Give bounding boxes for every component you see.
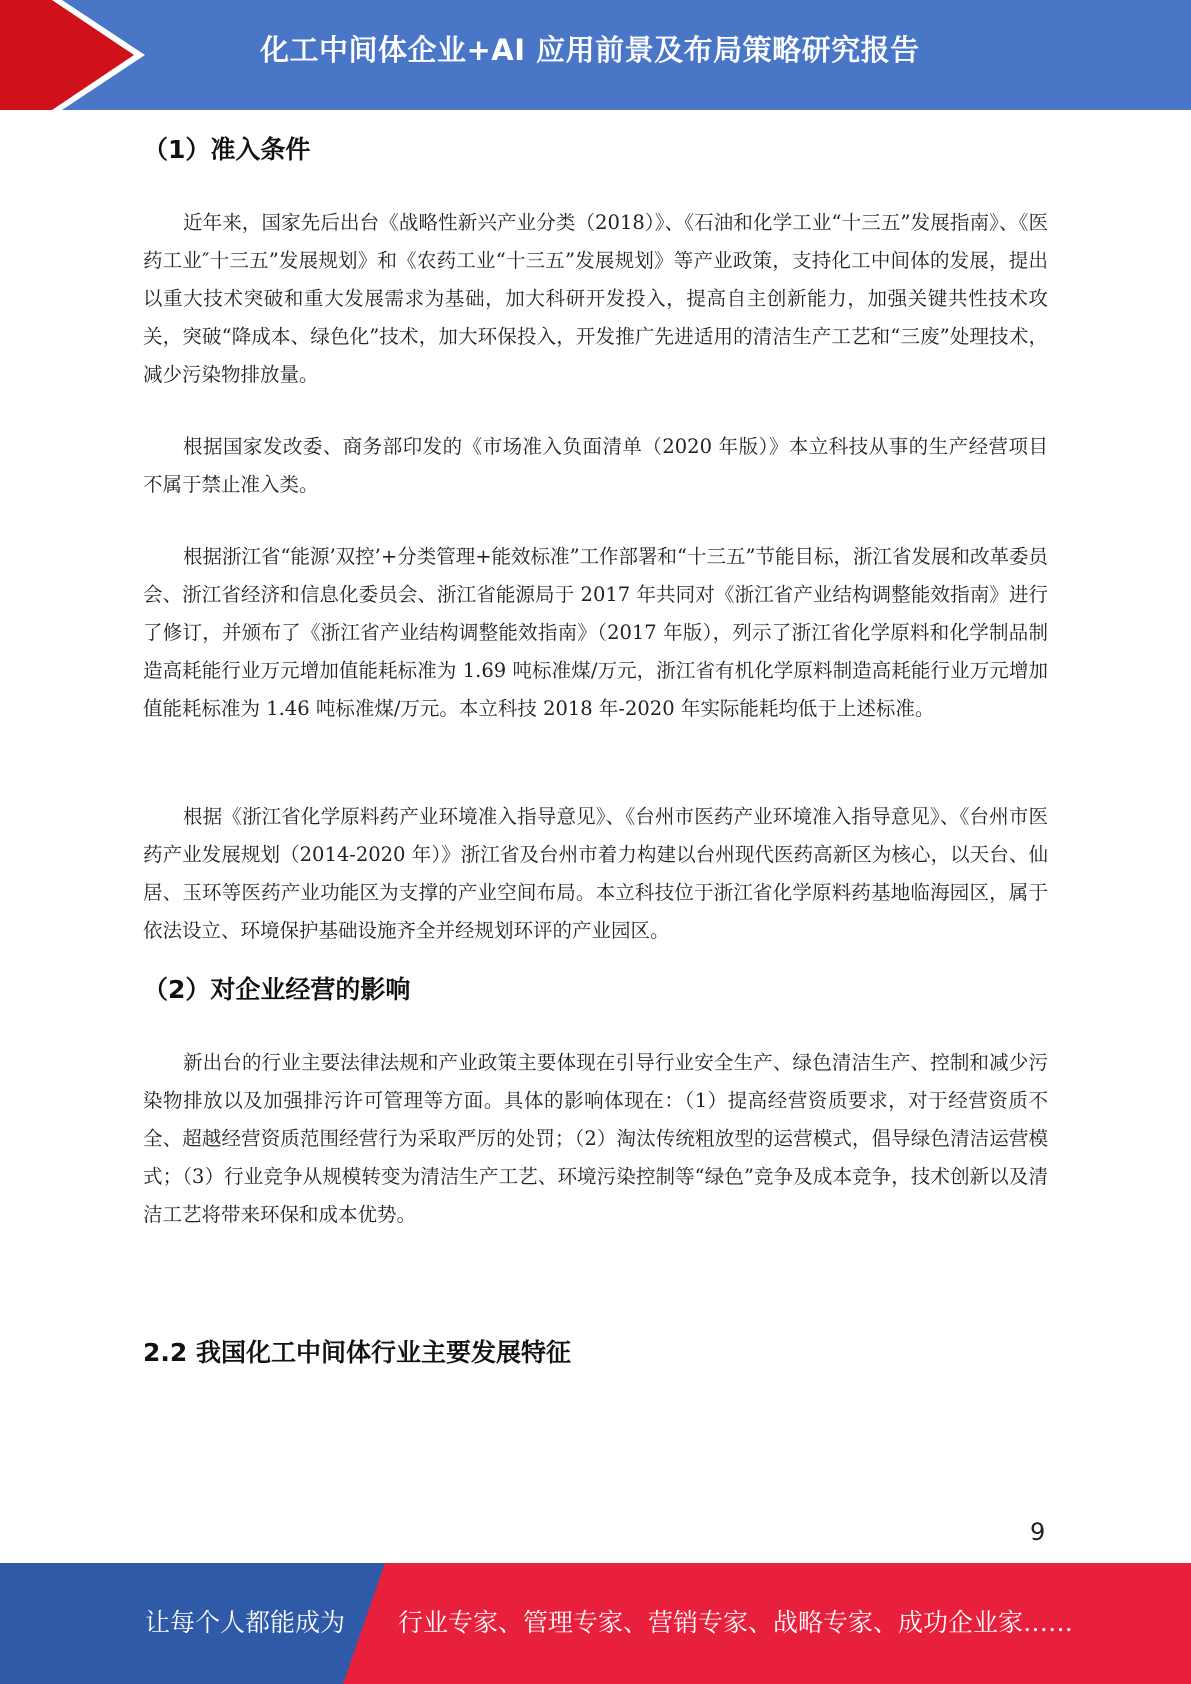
paragraph: 根据《浙江省化学原料药产业环境准入指导意见》、《台州市医药产业环境准入指导意见》、《台州市医药产业发展规划（2014-2020 年）》浙江省及台州市着力构建以台州现代医药高新区为核心，以天台、仙居、玉环等医药产业功能区为支撑的产业空间布局。本立科技位于浙江省化学原料药基地临海园区，属于依法设立、环境保护基础设施齐全并经规划环评的产业园区。 <box>143 805 1048 942</box>
page-footer-band <box>0 1563 1191 1684</box>
footer-slogan-right: 行业专家、管理专家、营销专家、战略专家、成功企业家…… <box>398 1608 1074 1637</box>
section-heading-development-features: 2.2 我国化工中间体行业主要发展特征 <box>143 1338 571 1367</box>
page-number: 9 <box>1030 1518 1046 1546</box>
header-red-chevron-icon <box>0 0 145 110</box>
report-title: 化工中间体企业+AI 应用前景及布局策略研究报告 <box>260 33 920 67</box>
paragraph: 近年来，国家先后出台《战略性新兴产业分类（2018）》、《石油和化学工业“十三五”发展指南》、《医药工业″十三五”发展规划》和《农药工业“十三五”发展规划》等产业政策，支持化工中间体的发展，提出以重大技术突破和重大发展需求为基础，加大科研开发投入，提高自主创新能力，加强关键共性技术攻关，突破“降成本、绿色化”技术，加大环保投入，开发推广先进适用的清洁生产工艺和“三废”处理技术，减少污染物排放量。 <box>143 211 1048 386</box>
section-heading-entry-conditions: （1）准入条件 <box>143 135 311 164</box>
section-heading-business-impact: （2）对企业经营的影响 <box>143 975 411 1004</box>
page-header-band <box>0 0 1191 110</box>
footer-slogan-left: 让每个人都能成为 <box>145 1608 346 1637</box>
paragraph: 新出台的行业主要法律法规和产业政策主要体现在引导行业安全生产、绿色清洁生产、控制和减少污染物排放以及加强排污许可管理等方面。具体的影响体现在：（1）提高经营资质要求，对于经营资质不全、超越经营资质范围经营行为采取严厉的处罚；（2）淘汰传统粗放型的运营模式，倡导绿色清洁运营模式；（3）行业竞争从规模转变为清洁生产工艺、环境污染控制等“绿色”竞争及成本竞争，技术创新以及清洁工艺将带来环保和成本优势。 <box>143 1051 1048 1226</box>
paragraph: 根据国家发改委、商务部印发的《市场准入负面清单（2020 年版）》本立科技从事的生产经营项目不属于禁止准入类。 <box>143 435 1048 496</box>
paragraph: 根据浙江省“能源’双控’+分类管理+能效标准”工作部署和“十三五”节能目标，浙江省发展和改革委员会、浙江省经济和信息化委员会、浙江省能源局于 2017 年共同对《浙江省产业结构调整能效指南》进行了修订，并颁布了《浙江省产业结构调整能效指南》（2017 年版），列示了浙江省化学原料和化学制品制造高耗能行业万元增加值能耗标准为 1.69 吨标准煤/万元，浙江省有机化学原料制造高耗能行业万元增加值能耗标准为 1.46 吨标准煤/万元。本立科技 2018 年-2020 年实际能耗均低于上述标准。 <box>143 545 1048 720</box>
